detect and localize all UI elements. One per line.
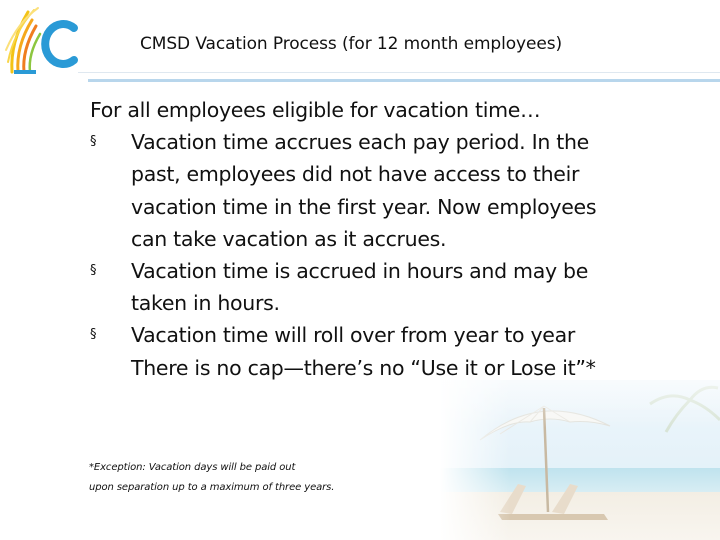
slide-body [90,94,690,384]
bullet-item [90,126,690,255]
footnote [89,458,419,498]
bullet-marker: § [90,263,97,279]
bullet-line: past, employees did not have access to their [131,162,580,187]
bullet-line: taken in hours. [131,291,280,316]
slide-title: CMSD Vacation Process (for 12 month employees) [140,34,563,54]
title-divider [88,79,720,82]
beach-umbrella-chairs-image [440,380,720,540]
bullet-item [90,319,690,383]
bullet-marker: § [90,134,97,150]
cmsd-logo-icon [4,2,84,78]
bullet-line: Vacation time will roll over from year to year [131,323,575,348]
bullet-line: Vacation time accrues each pay period. In the [131,130,589,155]
bullet-line: Vacation time is accrued in hours and may be [131,259,589,284]
bullet-item [90,255,690,319]
intro-text: For all employees eligible for vacation time… [90,98,541,122]
bullet-line: There is no cap—there’s no “Use it or Lose it”* [131,355,596,380]
bullet-line: can take vacation as it accrues. [131,226,447,251]
bullet-list [90,126,690,384]
bullet-line: vacation time in the first year. Now employees [131,194,597,219]
footnote-line: upon separation up to a maximum of three years. [89,482,335,493]
bullet-marker: § [90,327,97,343]
footnote-line: *Exception: Vacation days will be paid out [89,462,296,473]
title-divider-thin [78,72,720,73]
